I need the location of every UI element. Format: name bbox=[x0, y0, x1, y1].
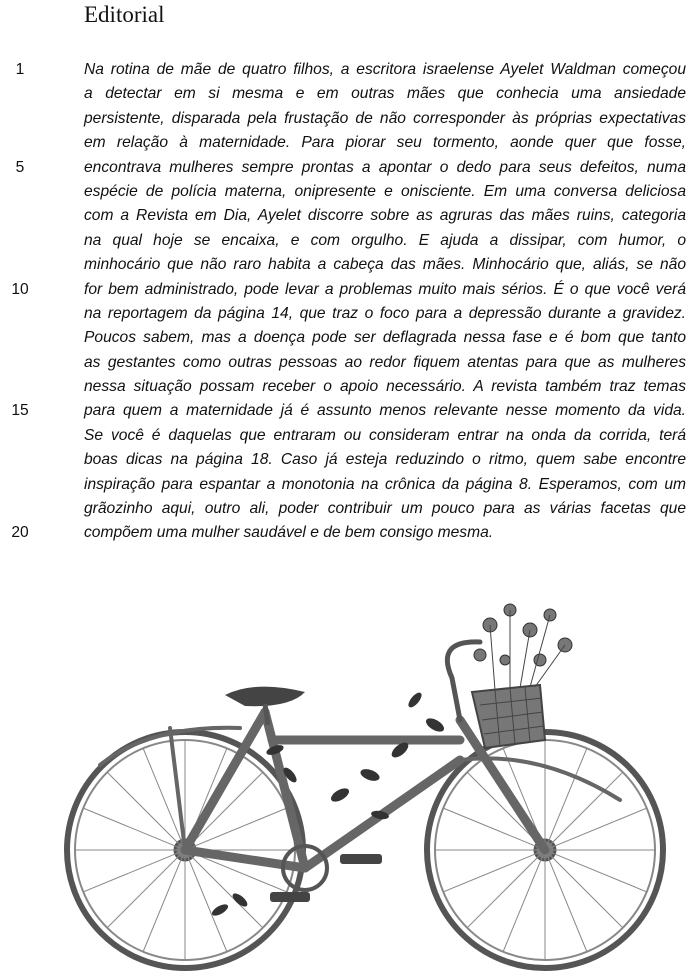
editorial-text bbox=[11, 58, 686, 546]
line-text: for bem administrado, pode levar a problemas muito mais sérios. É o que você verá bbox=[84, 280, 686, 298]
line-text: nessa situação possam receber o apoio necessário. A revista também traz temas bbox=[84, 378, 686, 396]
text-line bbox=[84, 302, 686, 326]
text-line bbox=[11, 521, 686, 545]
text-line bbox=[84, 253, 686, 277]
text-line bbox=[84, 107, 686, 131]
line-text: na reportagem da página 14, que traz o foco para a depressão durante a gravidez. bbox=[84, 304, 686, 322]
line-text: com a Revista em Dia, Ayelet discorre sobre as agruras das mães ruins, categoria bbox=[84, 207, 686, 225]
line-number: 5 bbox=[15, 158, 25, 176]
text-line bbox=[84, 424, 686, 448]
line-text: compõem uma mulher saudável e de bem consigo mesma. bbox=[84, 524, 494, 542]
line-number: 20 bbox=[11, 524, 29, 542]
text-line bbox=[84, 180, 686, 204]
line-text: a detectar em si mesma e em outras mães que conhecia uma ansiedade bbox=[84, 85, 686, 103]
text-line bbox=[84, 131, 686, 155]
line-text: grãozinho aqui, outro ali, poder contribuir um pouco para as várias facetas que bbox=[84, 500, 686, 518]
text-line bbox=[11, 278, 686, 302]
line-text: para quem a maternidade já é assunto menos relevante nesse momento da vida. bbox=[84, 402, 686, 420]
line-number: 15 bbox=[11, 402, 29, 420]
text-line bbox=[15, 58, 686, 82]
line-text: Se você é daquelas que entraram ou consideram entrar na onda da corrida, terá bbox=[84, 426, 686, 444]
text-line bbox=[84, 204, 686, 228]
text-line bbox=[11, 399, 686, 423]
line-text: em relação à maternidade. Para piorar seu tormento, aonde quer que fosse, bbox=[84, 134, 686, 152]
line-text: Na rotina de mãe de quatro filhos, a escritora israelense Ayelet Waldman começou bbox=[84, 61, 686, 78]
text-line bbox=[84, 375, 686, 399]
line-number: 1 bbox=[15, 61, 25, 78]
line-text: espécie de polícia materna, onipresente e onisciente. Em uma conversa deliciosa bbox=[84, 182, 686, 200]
line-text: Poucos sabem, mas a doença pode ser deflagrada nessa fase e é bom que tanto bbox=[84, 329, 686, 347]
text-line bbox=[84, 82, 686, 106]
line-text: encontrava mulheres sempre prontas a apontar o dedo para seus defeitos, numa bbox=[84, 158, 686, 176]
text-line bbox=[84, 473, 686, 497]
text-line bbox=[84, 351, 686, 375]
text-line bbox=[84, 448, 686, 472]
bicycle-with-flowers-icon bbox=[40, 600, 680, 975]
text-line bbox=[15, 156, 686, 180]
line-number: 10 bbox=[11, 280, 29, 298]
line-text: inspiração para espantar a monotonia na crônica da página 8. Esperamos, com um bbox=[84, 475, 686, 493]
line-text: na qual hoje se encaixa, e com orgulho. E ajuda a dissipar, com humor, o bbox=[84, 231, 686, 249]
line-text: boas dicas na página 18. Caso já esteja reduzindo o ritmo, quem sabe encontre bbox=[84, 451, 686, 469]
page-title: Editorial bbox=[84, 2, 165, 27]
line-text: minhocário que não raro habita a cabeça das mães. Minhocário que, aliás, se não bbox=[84, 256, 686, 274]
text-line bbox=[84, 229, 686, 253]
line-text: persistente, disparada pela frustação de não corresponder às próprias expectativas bbox=[84, 109, 686, 127]
line-text: as gestantes como outras pessoas ao redor fiquem atentas para que as mulheres bbox=[84, 353, 686, 371]
text-line bbox=[84, 326, 686, 350]
text-line bbox=[84, 497, 686, 521]
